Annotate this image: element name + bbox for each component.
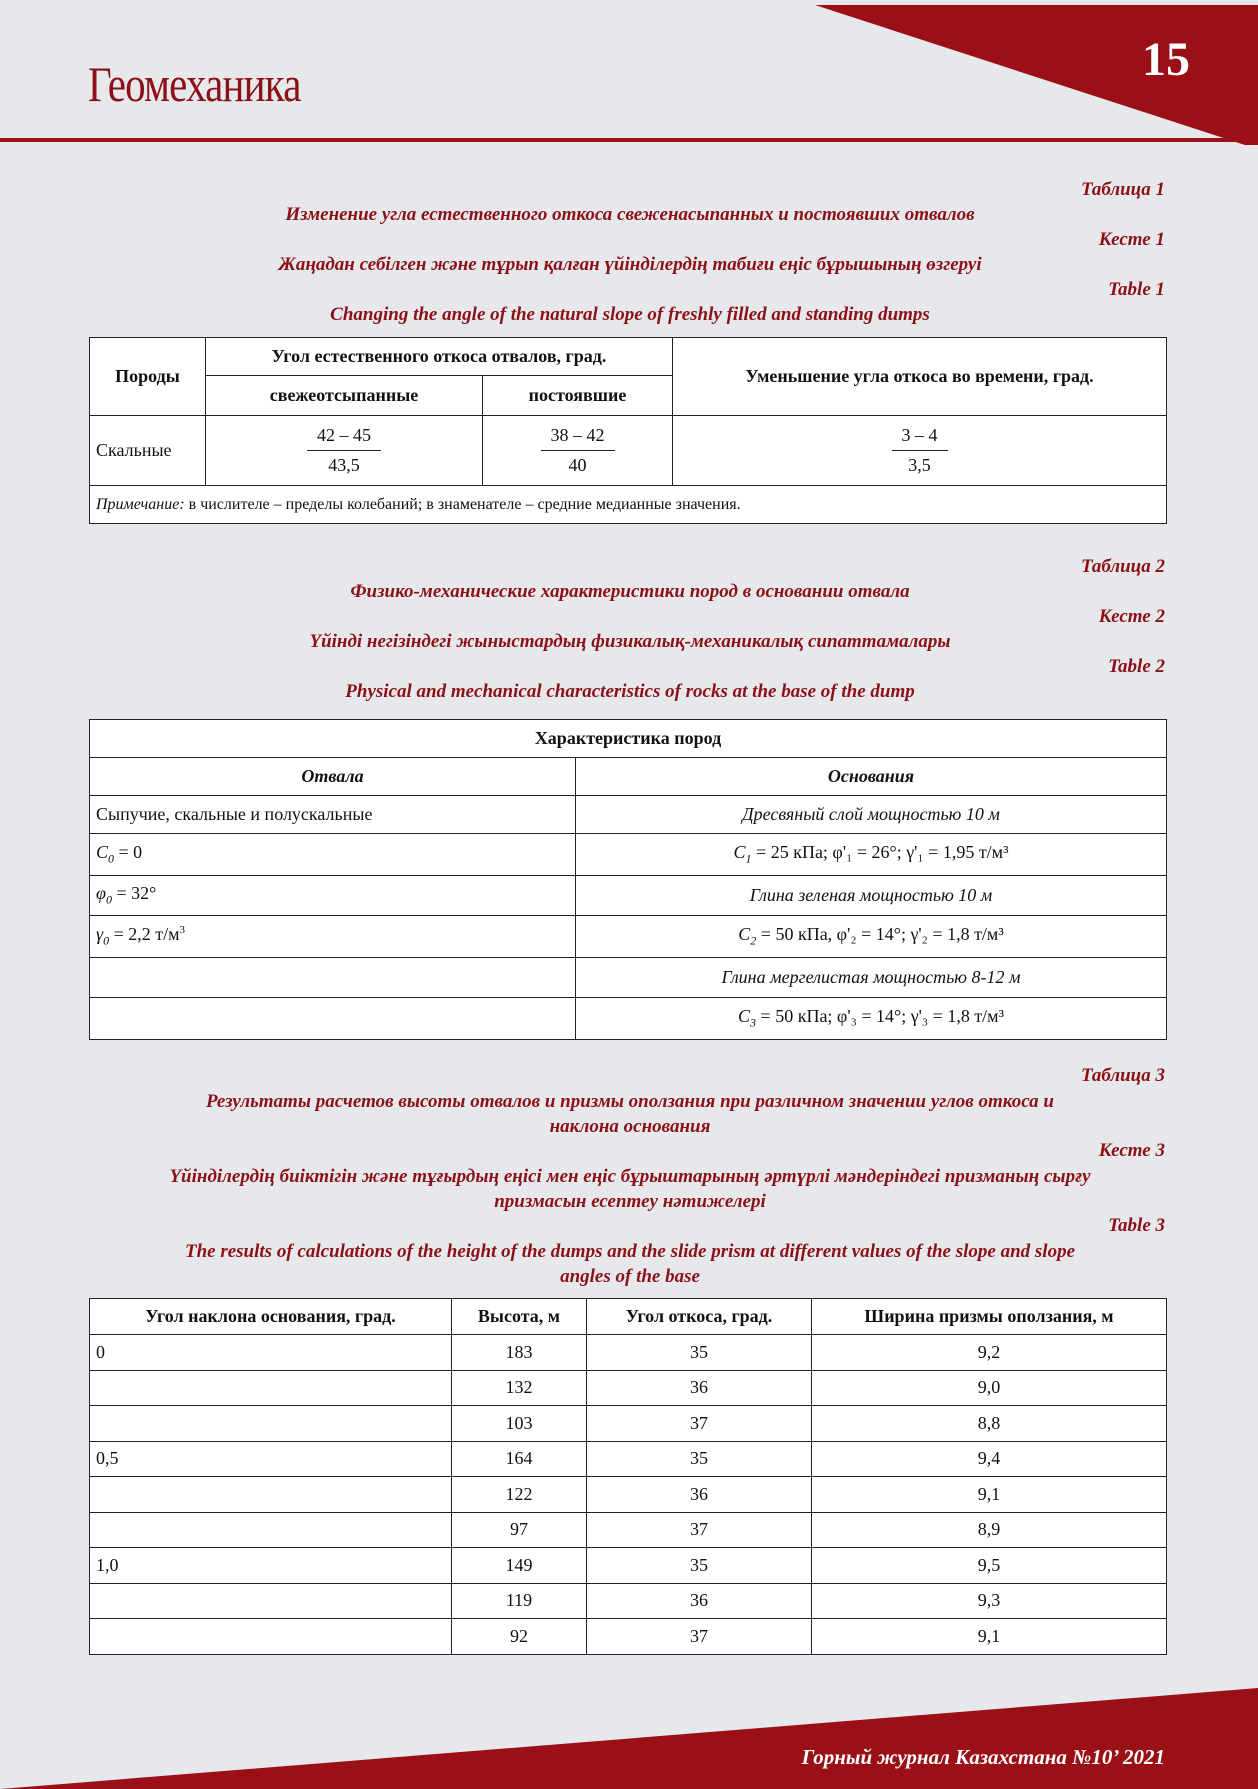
table2-r5-right: Глина мергелистая мощностью 8-12 м <box>576 958 1167 998</box>
table3-cell: 9,3 <box>812 1583 1167 1619</box>
table2-r6-left <box>90 998 576 1040</box>
standing-range: 38 – 42 <box>541 425 615 451</box>
table2-label-ru: Таблица 2 <box>1080 556 1165 577</box>
table2-head-dump: Отвала <box>90 758 576 796</box>
table3-cell: 9,1 <box>812 1477 1167 1513</box>
table-row <box>90 1406 1167 1442</box>
table1-fresh-cell <box>206 416 483 486</box>
table-row <box>90 1548 1167 1584</box>
table2-r4-right-val: = 50 кПа, φ'₂ = 14°; γ'₂ = 1,8 т/м³ <box>760 924 1004 945</box>
table2-r5-left <box>90 958 576 998</box>
table2-r4-left-val: = 2,2 т/м <box>109 924 180 944</box>
table3-cell: 9,2 <box>812 1335 1167 1371</box>
page-number: 15 <box>1142 33 1190 86</box>
table1-note <box>90 486 1167 524</box>
table3-cell <box>90 1512 452 1548</box>
table2-r2-right-val: = 25 кПа; φ'₁ = 26°; γ'₁ = 1,95 т/м³ <box>756 842 1009 863</box>
note-text: в числителе – пределы колебаний; в знаменателе – средние медианные значения. <box>184 495 741 513</box>
table3-cell: 149 <box>452 1548 587 1584</box>
decrease-median: 3,5 <box>908 455 931 475</box>
table1-label-ru: Таблица 1 <box>1080 179 1165 200</box>
table3-cell: 36 <box>587 1583 812 1619</box>
table-row <box>90 1370 1167 1406</box>
table2-r1-left: Сыпучие, скальные и полускальные <box>90 796 576 834</box>
table3-cell: 1,0 <box>90 1548 452 1584</box>
table1-title-kz: Жаңадан себілген және тұрып қалған үйінділердің табиғи еңіс бұрышының өзгеруі <box>278 254 982 275</box>
table2-head-main: Характеристика пород <box>90 720 1167 758</box>
table3-title-ru <box>95 1089 1165 1139</box>
table3-header-cell: Угол откоса, град. <box>587 1299 812 1335</box>
section-title: Геомеханика <box>88 56 301 112</box>
table1-head-fresh: свежеотсыпанные <box>206 376 483 416</box>
header <box>0 0 1258 145</box>
table1-standing-cell <box>483 416 673 486</box>
table3-cell <box>90 1619 452 1655</box>
fresh-range: 42 – 45 <box>307 425 381 451</box>
table3-cell: 122 <box>452 1477 587 1513</box>
table2-r2-left: $C_0 = 0$ <box>90 834 576 876</box>
table1-title-en: Changing the angle of the natural slope of freshly filled and standing dumps <box>330 304 930 325</box>
table3-title-kz-line2: призмасын есептеу нәтижелері <box>494 1191 766 1212</box>
table3-cell: 36 <box>587 1477 812 1513</box>
table1-head-angle: Угол естественного откоса отвалов, град. <box>206 338 673 376</box>
table3-cell: 9,4 <box>812 1441 1167 1477</box>
table3-cell <box>90 1583 452 1619</box>
table-row <box>90 1619 1167 1655</box>
table3-cell: 37 <box>587 1619 812 1655</box>
table3-cell <box>90 1406 452 1442</box>
table2-title-ru: Физико-механические характеристики пород в основании отвала <box>350 581 910 602</box>
table3-title-ru-line1: Результаты расчетов высоты отвалов и призмы оползания при различном значении углов откоса и <box>206 1091 1054 1112</box>
table3-label-en: Table 3 <box>1108 1215 1165 1236</box>
table2-r3-left: $\varphi_0 = 32^\circ$ <box>90 876 576 916</box>
table2 <box>89 719 1167 1040</box>
table3-header-cell: Угол наклона основания, град. <box>90 1299 452 1335</box>
table2-r2-left-val: = 0 <box>114 842 143 863</box>
table3-title-en-line1: The results of calculations of the height of the dumps and the slide prism at different values of the slope and slope <box>184 1241 1076 1262</box>
table3-cell: 9,1 <box>812 1619 1167 1655</box>
table2-title-kz: Үйінді негізіндегі жыныстардың физикалық-механикалық сипаттамалары <box>309 631 951 652</box>
table3-cell: 35 <box>587 1335 812 1371</box>
table3-title-ru-line2: наклона основания <box>549 1116 711 1137</box>
table3-cell: 37 <box>587 1406 812 1442</box>
table3-cell: 164 <box>452 1441 587 1477</box>
table3-title-en-line2: angles of the base <box>560 1266 700 1287</box>
table2-head-base: Основания <box>576 758 1167 796</box>
footer-red-band <box>0 1688 1258 1789</box>
decrease-range: 3 – 4 <box>892 425 948 451</box>
table3-title-en <box>95 1239 1165 1289</box>
fresh-median: 43,5 <box>328 455 360 475</box>
table2-r4-left: $\gamma_0 = 2,2$ $т/м^3$ <box>90 916 576 958</box>
table2-label-en: Table 2 <box>1108 656 1165 677</box>
table3-cell: 9,5 <box>812 1548 1167 1584</box>
table3-cell: 37 <box>587 1512 812 1548</box>
table1-title-ru: Изменение угла естественного откоса свеженасыпанных и постоявших отвалов <box>285 204 975 225</box>
table3-cell: 97 <box>452 1512 587 1548</box>
table2-r3-left-val: = 32° <box>111 883 157 904</box>
table3-cell: 36 <box>587 1370 812 1406</box>
table-row <box>90 1335 1167 1371</box>
table1-label-en: Table 1 <box>1108 279 1165 300</box>
table1-head-decrease: Уменьшение угла откоса во времени, град. <box>673 338 1167 416</box>
table1-head-standing: постоявшие <box>483 376 673 416</box>
table2-r6-right: $C_3 = 50$ кПа; φ'₃ = 14°; γ'₃ = 1,8 т/м³ <box>576 998 1167 1040</box>
table1-label-kz: Кесте 1 <box>1098 229 1165 250</box>
table3-cell: 0,5 <box>90 1441 452 1477</box>
table3-cell: 119 <box>452 1583 587 1619</box>
table3-cell: 183 <box>452 1335 587 1371</box>
table2-r4-right: $C_2 = 50$ кПа, φ'₂ = 14°; γ'₂ = 1,8 т/м³ <box>576 916 1167 958</box>
table-row <box>90 1477 1167 1513</box>
table2-label-kz: Кесте 2 <box>1098 606 1165 627</box>
table3-cell: 0 <box>90 1335 452 1371</box>
table2-r6-right-val: = 50 кПа; φ'₃ = 14°; γ'₃ = 1,8 т/м³ <box>760 1006 1004 1027</box>
table2-r1-right: Дресвяный слой мощностью 10 м <box>576 796 1167 834</box>
standing-median: 40 <box>568 455 587 475</box>
table3-cell: 92 <box>452 1619 587 1655</box>
table3-cell: 8,9 <box>812 1512 1167 1548</box>
table2-r2-right: $C_1 = 25$ кПа; φ'₁ = 26°; γ'₁ = 1,95 т/м³ <box>576 834 1167 876</box>
table3-title-kz-line1: Үйінділердің биіктігін және тұғырдың еңісі мен еңіс бұрыштарының әртүрлі мәндеріндегі призманың сырғу <box>169 1166 1091 1187</box>
table3-cell: 103 <box>452 1406 587 1442</box>
table3 <box>89 1298 1167 1655</box>
table3-cell: 35 <box>587 1548 812 1584</box>
note-label: Примечание: <box>96 495 185 513</box>
table2-title-en: Physical and mechanical characteristics of rocks at the base of the dump <box>345 681 915 702</box>
table3-cell <box>90 1477 452 1513</box>
table-row <box>90 1441 1167 1477</box>
table3-cell: 9,0 <box>812 1370 1167 1406</box>
table3-header-cell: Высота, м <box>452 1299 587 1335</box>
table1-decrease-cell <box>673 416 1167 486</box>
journal-name: Горный журнал Казахстана №10’ 2021 <box>801 1745 1165 1769</box>
table3-cell: 132 <box>452 1370 587 1406</box>
table3-cell: 35 <box>587 1441 812 1477</box>
footer-decoration <box>0 1680 1258 1789</box>
table1 <box>89 337 1167 524</box>
table3-cell: 8,8 <box>812 1406 1167 1442</box>
table3-header-cell: Ширина призмы оползания, м <box>812 1299 1167 1335</box>
table-row <box>90 1512 1167 1548</box>
table3-cell <box>90 1370 452 1406</box>
table1-head-rocks: Породы <box>90 338 206 416</box>
table-row <box>90 1583 1167 1619</box>
table3-label-ru: Таблица 3 <box>1080 1065 1165 1086</box>
table3-title-kz <box>95 1164 1165 1214</box>
table3-label-kz: Кесте 3 <box>1098 1140 1165 1161</box>
table2-r3-right: Глина зеленая мощностью 10 м <box>576 876 1167 916</box>
table1-row-rock: Скальные <box>90 416 206 486</box>
